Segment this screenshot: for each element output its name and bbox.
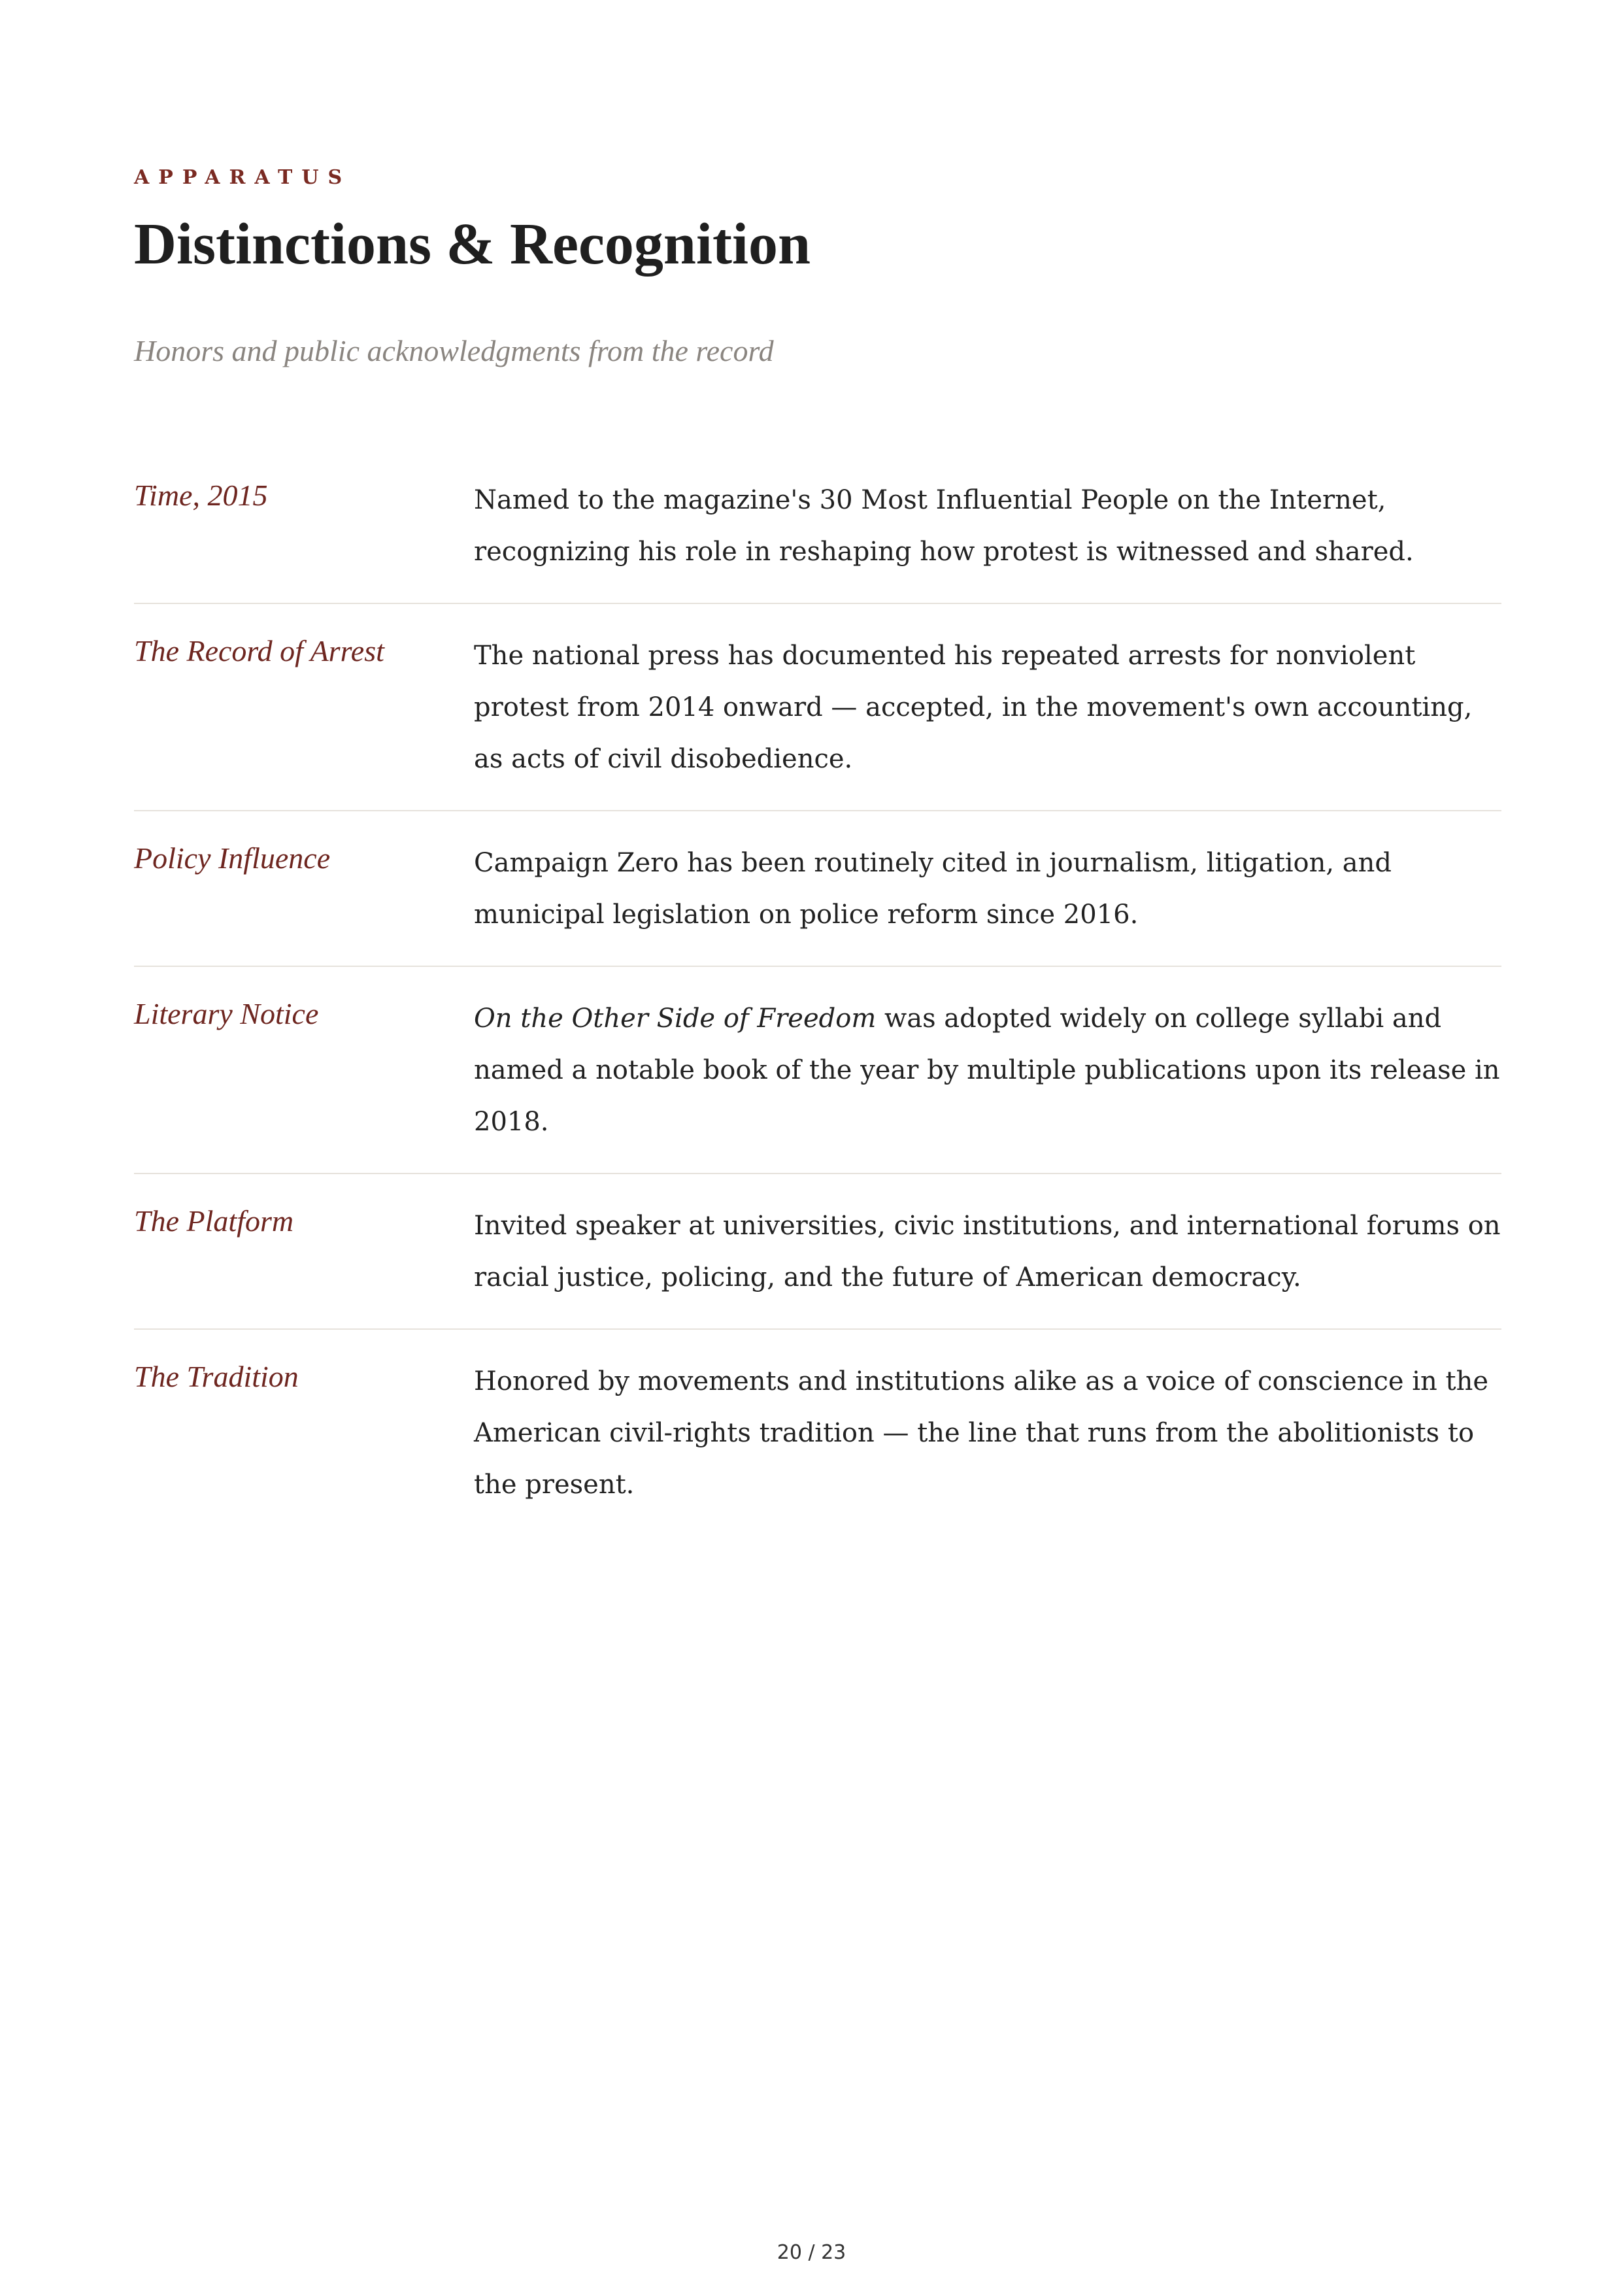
page-subtitle: Honors and public acknowledgments from the record <box>134 334 774 367</box>
book-title: On the Other Side of Freedom <box>474 1004 877 1034</box>
entry-label: The Tradition <box>134 1360 299 1393</box>
list-item <box>134 462 1501 604</box>
entry-label: Literary Notice <box>134 997 319 1030</box>
section-kicker: APPARATUS <box>134 166 352 189</box>
entry-label: The Platform <box>134 1204 294 1238</box>
entry-text: Honored by movements and institutions alike as a voice of conscience in the American civil-rights tradition — the line that runs from the abolitionists to the present. <box>474 1366 1489 1500</box>
page-title: Distinctions & Recognition <box>134 212 811 277</box>
distinctions-list <box>134 462 1501 1549</box>
entry-text: Campaign Zero has been routinely cited in journalism, litigation, and municipal legislation on police reform since 2016. <box>474 848 1392 930</box>
list-item <box>134 1343 1501 1536</box>
list-item <box>134 980 1501 1174</box>
entry-text: The national press has documented his repeated arrests for nonviolent protest from 2014 onward — accepted, in the movement's own accounting, as acts of civil disobedience. <box>474 641 1473 774</box>
entry-label: Time, 2015 <box>134 479 268 512</box>
list-item <box>134 617 1501 811</box>
entry-label: Policy Influence <box>134 841 331 875</box>
page-number: 20 / 23 <box>777 2241 846 2264</box>
entry-text: Named to the magazine's 30 Most Influential People on the Internet, recognizing his role in reshaping how protest is witnessed and shared. <box>474 485 1414 567</box>
list-item <box>134 824 1501 967</box>
entry-label: The Record of Arrest <box>134 634 384 667</box>
entry-text <box>474 993 1501 1148</box>
entry-text-rest: was adopted widely on college syllabi and named a notable book of the year by multiple publications upon its release in 2018. <box>474 1004 1500 1137</box>
list-item <box>134 1187 1501 1330</box>
entry-text: Invited speaker at universities, civic institutions, and international forums on racial justice, policing, and the future of American democracy. <box>474 1211 1501 1292</box>
